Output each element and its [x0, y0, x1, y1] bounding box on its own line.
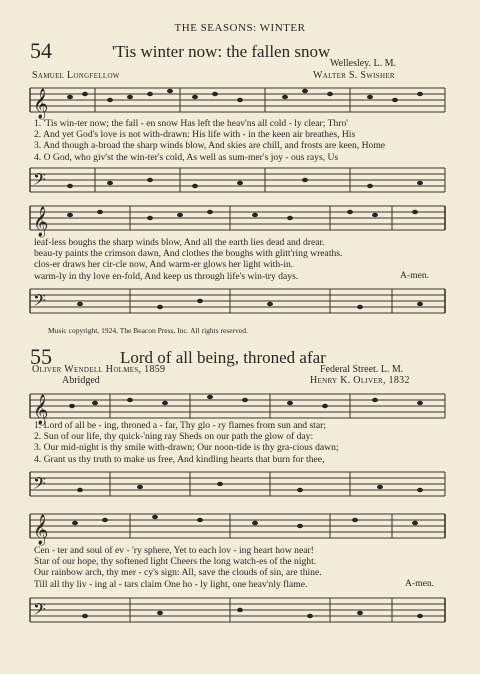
music-staff-bass	[0, 164, 480, 200]
verse-line: clos-er draws her cir-cle now, And warm-er glows her light with-in.	[34, 259, 294, 271]
treble-clef-icon: 𝄞	[33, 207, 49, 236]
composer: Walter S. Swisher	[313, 70, 395, 81]
verse-line: warm-ly in thy love en-fold, And keep us through life's win-try days.	[34, 270, 299, 282]
hymn-number: 54	[30, 38, 52, 63]
treble-clef-icon: 𝄞	[33, 395, 49, 424]
bass-clef-icon: 𝄢	[33, 292, 46, 314]
verse-line: 4. O God, who giv'st the win-ter's cold, As well as sum-mer's joy - ous rays, Us	[34, 151, 339, 163]
abridged-note: Abridged	[62, 375, 100, 386]
bass-clef-icon: 𝄢	[33, 171, 46, 193]
hymn-title: 'Tis winter now: the fallen snow	[112, 42, 331, 61]
music-staff-treble	[0, 82, 480, 122]
hymn-title: Lord of all being, throned afar	[120, 348, 326, 367]
bass-clef-icon: 𝄢	[33, 601, 46, 623]
bass-clef-icon: 𝄢	[33, 475, 46, 497]
tune-name: Federal Street. L. M.	[320, 364, 404, 375]
hymn-number: 55	[30, 344, 52, 369]
verse-line: Star of our hope, thy softened light Cheers the long watch-es of the night.	[34, 556, 317, 568]
copyright-note: Music copyright, 1924, The Beacon Press, Inc. All rights reserved.	[48, 326, 248, 335]
verse-line: beau-ty paints the crimson dawn, And clothes the boughs with glitt'ring wreaths.	[34, 248, 343, 260]
verse-line: 2. Sun of our life, thy quick-'ning ray Sheds on our path the glow of day:	[34, 431, 314, 443]
verse-line: 3. And though a-broad the sharp winds blow, And skies are chill, and frosts are keen, Home	[34, 140, 386, 152]
music-staff-bass	[0, 468, 480, 504]
music-staff-treble	[0, 200, 480, 240]
verse-line: Till all thy liv - ing al - tars claim One ho - ly light, one heav'nly flame.	[34, 578, 308, 590]
verse-line: Our rainbow arch, thy mer - cy's sign: All, save the clouds of sin, are thine.	[34, 567, 322, 579]
music-staff-treble	[0, 508, 480, 548]
amen-label: A-men.	[405, 578, 435, 589]
running-header: THE SEASONS: WINTER	[174, 22, 306, 34]
verse-block	[34, 237, 342, 282]
author: Samuel Longfellow	[32, 70, 120, 81]
treble-clef-icon: 𝄞	[33, 89, 49, 118]
amen-label: A-men.	[400, 270, 430, 281]
music-staff-bass	[0, 285, 480, 321]
composer: Henry K. Oliver, 1832	[310, 375, 410, 386]
verse-line: 1. 'Tis win-ter now; the fall - en snow Has left the heav'ns all cold - ly clear; Thro'	[34, 118, 348, 129]
verse-line: 2. And yet God's love is not with-drawn: His life with - in the keen air breathes, His	[34, 129, 356, 141]
treble-clef-icon: 𝄞	[33, 515, 49, 544]
tune-name: Wellesley. L. M.	[330, 58, 397, 69]
verse-block	[34, 545, 322, 590]
verse-line: Cen - ter and soul of ev - 'ry sphere, Yet to each lov - ing heart how near!	[34, 545, 314, 556]
verse-line: 3. Our mid-night is thy smile with-drawn; Our noon-tide is thy gra-cious dawn;	[34, 442, 339, 454]
verse-line: leaf-less boughs the sharp winds blow, And all the earth lies dead and drear.	[34, 237, 325, 248]
verse-block	[34, 118, 385, 163]
music-staff-bass	[0, 594, 480, 630]
verse-line: 1. Lord of all be - ing, throned a - far, Thy glo - ry flames from sun and star;	[34, 420, 326, 431]
verse-block	[34, 420, 339, 465]
verse-line: 4. Grant us thy truth to make us free, And kindling hearts that burn for thee,	[34, 453, 325, 465]
author: Oliver Wendell Holmes, 1859	[32, 364, 166, 375]
